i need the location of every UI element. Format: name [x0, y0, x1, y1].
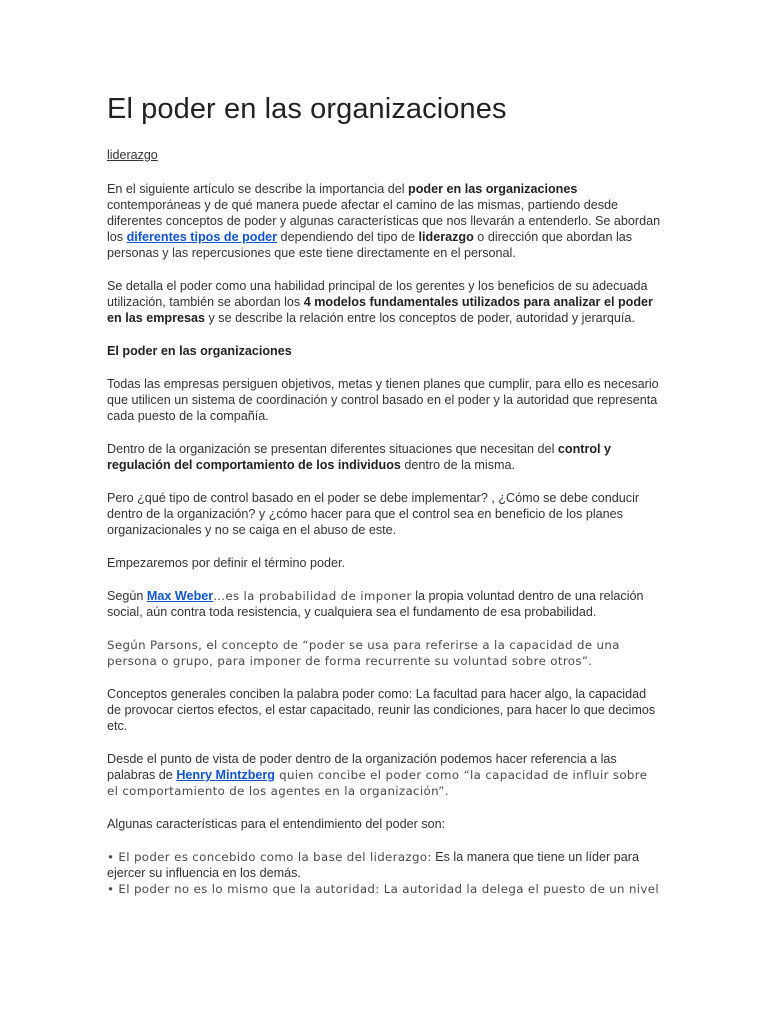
paragraph: Algunas características para el entendimiento del poder son:	[107, 817, 446, 831]
parsons-paragraph: Según Parsons, el concepto de “poder se usa para referirse a la capacidad de una persona o grupo, para imponer de forma recurrente su voluntad sobre otros”.	[107, 638, 620, 668]
control-paragraph	[107, 441, 662, 473]
text: Dentro de la organización se presentan diferentes situaciones que necesitan del	[107, 442, 558, 456]
text: Según	[107, 589, 147, 603]
bold-text: liderazgo	[418, 230, 474, 244]
page-title: El poder en las organizaciones	[107, 93, 507, 125]
text: • El poder no es lo mismo que la autoridad: La autoridad la delega el puesto de un nivel	[107, 882, 659, 896]
text: Se detalla el poder como una habilidad principal de los gerentes y los beneficios de su adecuada utilización, también se abordan los	[107, 279, 648, 309]
text: Desde el punto de vista de poder dentro de la organización podemos hacer referencia a las palabras de	[107, 752, 617, 782]
text: dentro de la misma.	[400, 458, 516, 472]
weber-paragraph	[107, 588, 662, 620]
text: dependiendo del tipo de	[277, 230, 419, 244]
article	[107, 88, 662, 897]
paragraph: Todas las empresas persiguen objetivos, metas y tienen planes que cumplir, para ello es necesario que utilicen un sistema de coordinación y control basado en el poder y la autoridad que representa cada puesto de la compañía.	[107, 377, 659, 423]
models-paragraph	[107, 278, 662, 326]
text: la propia voluntad dentro de una relación social, aún contra toda resistencia, y cualquiera sea el fundamento de esa probabilidad.	[107, 589, 644, 619]
text: quien concibe el poder como “la capacidad de influir sobre el comportamiento de los agentes en la organización”.	[107, 768, 648, 798]
types-of-power-link[interactable]: diferentes tipos de poder	[126, 230, 278, 244]
text: En el siguiente artículo se describe la importancia del	[107, 182, 409, 196]
text: o dirección que abordan las personas y las repercusiones que este tiene directamente en el personal.	[107, 230, 633, 260]
bold-text: poder en las organizaciones	[408, 182, 578, 196]
max-weber-link[interactable]: Max Weber	[146, 589, 214, 603]
bold-text: control y regulación del comportamiento de los individuos	[107, 442, 612, 472]
text: • El poder es concebido como la base del liderazgo:	[107, 850, 432, 864]
category-tag-link[interactable]: liderazgo	[107, 148, 158, 162]
text: …es la probabilidad de imponer	[213, 589, 412, 603]
intro-paragraph	[107, 181, 662, 261]
bold-text: 4 modelos fundamentales utilizados para analizar el poder en las empresas	[107, 295, 653, 325]
section-heading: El poder en las organizaciones	[107, 344, 292, 358]
paragraph: Pero ¿qué tipo de control basado en el poder se debe implementar? , ¿Cómo se debe conducir dentro de la organización? y ¿cómo hacer para que el control sea en beneficio de los planes organizacionales y no se caiga en el abuso de este.	[107, 491, 640, 537]
paragraph: Empezaremos por definir el término poder.	[107, 556, 345, 570]
list-item	[107, 881, 662, 897]
text: Es la manera que tiene un líder para ejercer su influencia en los demás.	[107, 850, 639, 880]
text: y se describe la relación entre los conceptos de poder, autoridad y jerarquía.	[205, 311, 635, 325]
henry-mintzberg-link[interactable]: Henry Mintzberg	[176, 768, 275, 782]
text: contemporáneas y de qué manera puede afectar el camino de las mismas, partiendo desde diferentes conceptos de poder y algunas características que nos llevarán a entenderlo. Se abordan los	[107, 198, 661, 244]
bullet-list	[107, 849, 662, 897]
mintzberg-paragraph	[107, 751, 662, 799]
paragraph: Conceptos generales conciben la palabra poder como: La facultad para hacer algo, la capacidad de provocar ciertos efectos, el estar capacitado, reunir las condiciones, para hacer lo que decimos etc.	[107, 687, 656, 733]
list-item	[107, 849, 662, 881]
